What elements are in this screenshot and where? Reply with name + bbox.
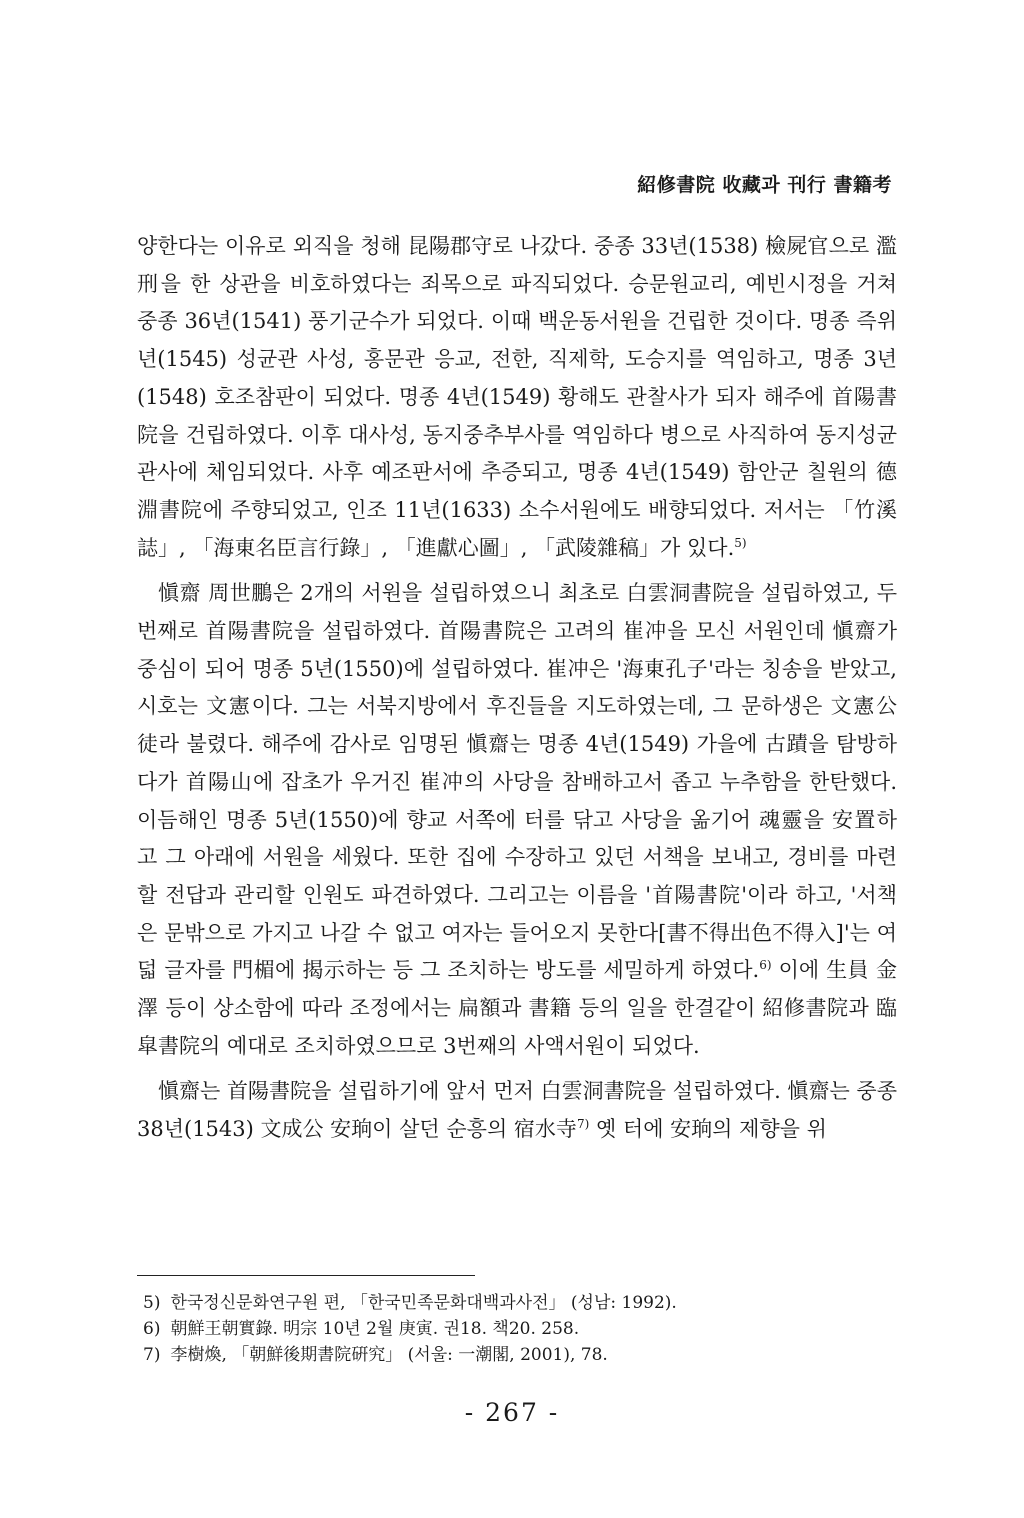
running-header: 紹修書院 收藏과 刊行 書籍考	[637, 174, 892, 196]
footnote-ref: 5)	[734, 535, 747, 550]
paragraph-1	[137, 228, 897, 567]
footnote-number: 7)	[143, 1345, 161, 1365]
footnote-number: 5)	[143, 1293, 161, 1313]
footnotes	[143, 1290, 883, 1368]
footnote-item	[143, 1342, 883, 1368]
footnote-ref: 7)	[576, 1117, 590, 1132]
footnote-text: 李樹煥, 「朝鮮後期書院硏究」 (서울: 一潮閣, 2001), 78.	[170, 1345, 608, 1365]
footnote-item	[143, 1316, 883, 1342]
footnote-item	[143, 1290, 883, 1316]
paragraph-text: 愼齋 周世鵬은 2개의 서원을 설립하였으니 최초로 白雲洞書院을 설립하였고, 두 번째로 首陽書院을 설립하였다. 首陽書院은 고려의 崔冲을 모신 서원인데 愼齋가 중심이 되어 명종 5년(1550)에 설립하였다. 崔冲은 '海東孔子'라는 칭송을 받았고, 시호는 文憲이다. 그는 서북지방에서 후진들을 지도하였는데, 그 문하생은 文憲公徒라 불렸다. 해주에 감사로 임명된 愼齋는 명종 4년(1549) 가을에 古蹟을 탐방하다가 首陽山에 잡초가 우거진 崔冲의 사당을 참배하고서 좁고 누추함을 한탄했다. 이듬해인 명종 5년(1550)에 향교 서쪽에 터를 닦고 사당을 옮기어 魂靈을 安置하고 그 아래에 서원을 세웠다. 또한 집에 수장하고 있던 서책을 보내고, 경비를 마련할 전답과 관리할 인원도 파견하였다. 그리고는 이름을 '首陽書院'이라 하고, '서책은 문밖으로 가지고 나갈 수 없고 여자는 들어오지 못한다[書不得出色不得入]'는 여덟 글자를 門楣에 揭示하는 등 그 조치하는 방도를 세밀하게 하였다.	[137, 581, 897, 983]
footnote-text: 한국정신문화연구원 편, 「한국민족문화대백과사전」 (성남: 1992).	[170, 1293, 677, 1313]
paragraph-text: 양한다는 이유로 외직을 청해 昆陽郡守로 나갔다. 중종 33년(1538) 檢屍官으로 濫刑을 한 상관을 비호하였다는 죄목으로 파직되었다. 승문원교리, 예빈시정을 거쳐 중종 36년(1541) 풍기군수가 되었다. 이때 백운동서원을 건립한 것이다. 명종 즉위년(1545) 성균관 사성, 홍문관 응교, 전한, 직제학, 도승지를 역임하고, 명종 3년(1548) 호조참판이 되었다. 명종 4년(1549) 황해도 관찰사가 되자 해주에 首陽書院을 건립하였다. 이후 대사성, 동지중추부사를 역임하다 병으로 사직하여 동지성균관사에 체임되었다. 사후 예조판서에 추증되고, 명종 4년(1549) 함안군 칠원의 德淵書院에 주향되었고, 인조 11년(1633) 소수서원에도 배향되었다. 저서는 「竹溪誌」, 「海東名臣言行錄」, 「進獻心圖」, 「武陵雜稿」가 있다.	[137, 234, 897, 560]
body-text	[137, 228, 897, 1149]
footnote-divider	[137, 1275, 475, 1276]
paragraph-text: 愼齋는 首陽書院을 설립하기에 앞서 먼저 白雲洞書院을 설립하였다. 愼齋는 중종 38년(1543) 文成公 安珦이 살던 순흥의 宿水寺	[137, 1079, 897, 1142]
footnote-number: 6)	[143, 1319, 161, 1339]
paragraph-text-continued: 옛 터에 安珦의 제향을 위	[589, 1117, 827, 1142]
paragraph-3	[137, 1073, 897, 1148]
footnote-ref: 6)	[759, 958, 772, 973]
page-number: - 267 -	[464, 1398, 560, 1427]
paragraph-2	[137, 575, 897, 1065]
paragraph-text-continued: 이에 生員 金澤 등이 상소함에 따라 조정에서는 扁額과 書籍 등의 일을 한결같이 紹修書院과 臨皐書院의 예대로 조치하였으므로 3번째의 사액서원이 되었다.	[137, 958, 897, 1058]
footnote-text: 朝鮮王朝實錄. 明宗 10년 2월 庚寅. 권18. 책20. 258.	[170, 1319, 580, 1339]
